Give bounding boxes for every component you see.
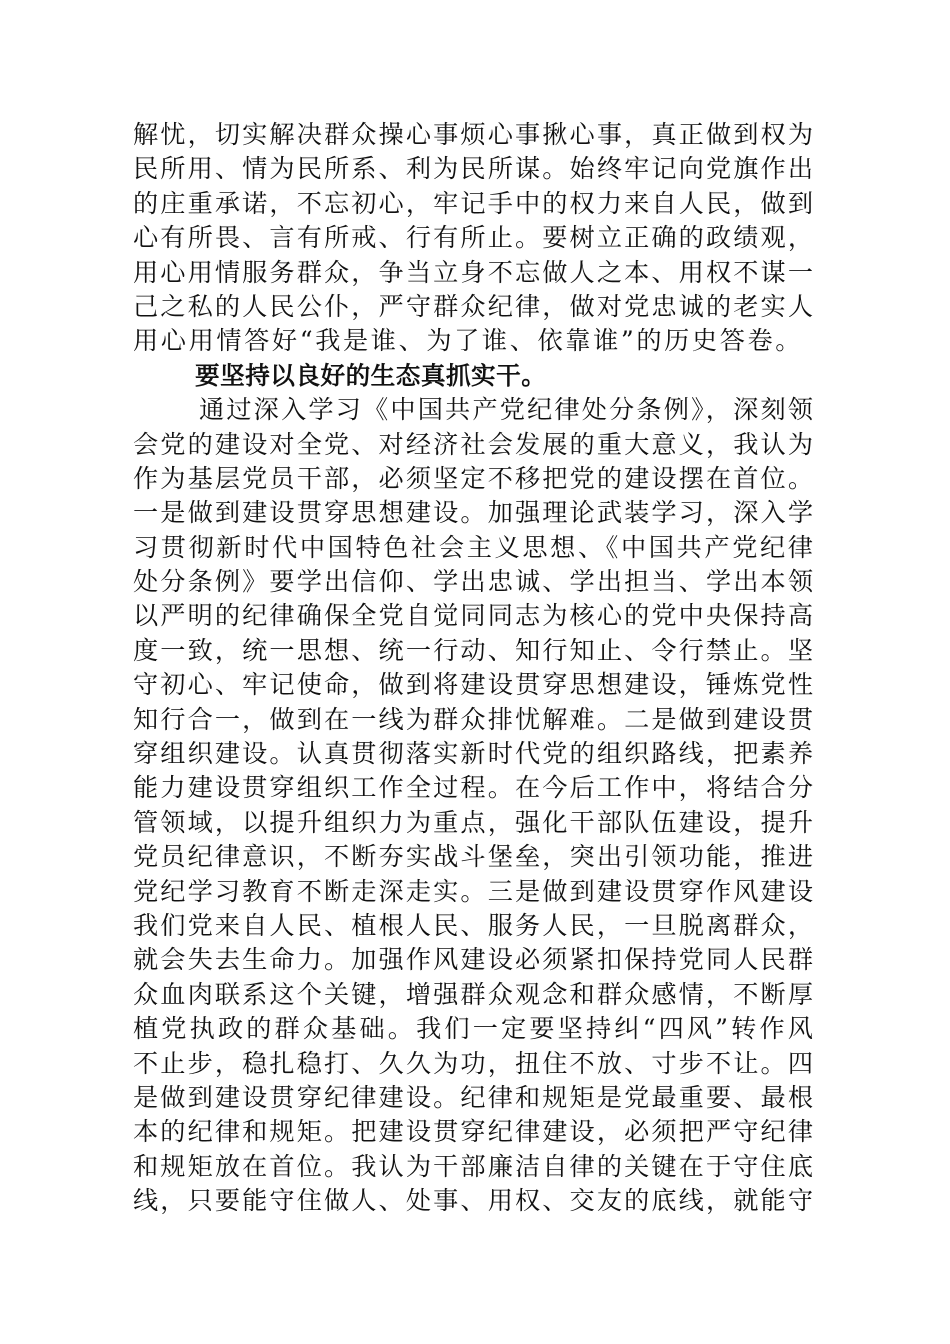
text-line: 管领域，以提升组织力为重点，强化干部队伍建设，提升	[133, 807, 813, 837]
text-line: 守初心、牢记使命，做到将建设贯穿思想建设，锤炼党性	[133, 670, 813, 700]
text-line: 以严明的纪律确保全党自觉同同志为核心的党中央保持高	[133, 601, 813, 631]
text-line: 一是做到建设贯穿思想建设。加强理论武装学习，深入学	[133, 498, 813, 528]
text-line: 用心用情服务群众，争当立身不忘做人之本、用权不谋一	[133, 257, 813, 287]
text-line: 能力建设贯穿组织工作全过程。在今后工作中，将结合分	[133, 773, 813, 803]
text-line: 线，只要能守住做人、处事、用权、交友的底线，就能守	[133, 1186, 813, 1216]
text-line: 心有所畏、言有所戒、行有所止。要树立正确的政绩观，	[133, 223, 813, 253]
text-line: 的庄重承诺，不忘初心，牢记手中的权力来自人民，做到	[133, 188, 813, 218]
text-line: 不止步，稳扎稳打、久久为功，扭住不放、寸步不让。四	[133, 1048, 813, 1078]
body-text	[133, 118, 813, 1219]
text-line: 民所用、情为民所系、利为民所谋。始终牢记向党旗作出	[133, 154, 813, 184]
text-line: 会党的建设对全党、对经济社会发展的重大意义，我认为	[133, 429, 813, 459]
text-line: 我们党来自人民、植根人民、服务人民，一旦脱离群众，	[133, 910, 813, 940]
section-heading: 要坚持以良好的生态真抓实干。	[195, 360, 547, 390]
text-line: 作为基层党员干部，必须坚定不移把党的建设摆在首位。	[133, 463, 813, 493]
text-line: 穿组织建设。认真贯彻落实新时代党的组织路线，把素养	[133, 739, 813, 769]
text-line: 众血肉联系这个关键，增强群众观念和群众感情，不断厚	[133, 979, 813, 1009]
text-line: 党纪学习教育不断走深走实。三是做到建设贯穿作风建设	[133, 876, 813, 906]
text-line: 植党执政的群众基础。我们一定要坚持纠“四风”转作风	[133, 1014, 813, 1044]
text-line: 和规矩放在首位。我认为干部廉洁自律的关键在于守住底	[133, 1151, 813, 1181]
text-line: 习贯彻新时代中国特色社会主义思想、《中国共产党纪律	[133, 532, 813, 562]
text-line: 用心用情答好“我是谁、为了谁、依靠谁”的历史答卷。	[133, 326, 804, 356]
text-line: 就会失去生命力。加强作风建设必须紧扣保持党同人民群	[133, 945, 813, 975]
text-line: 知行合一，做到在一线为群众排忧解难。二是做到建设贯	[133, 704, 813, 734]
text-line: 度一致，统一思想、统一行动、知行知止、令行禁止。坚	[133, 635, 813, 665]
text-line: 通过深入学习《中国共产党纪律处分条例》，深刻领	[199, 395, 813, 425]
text-line: 是做到建设贯穿纪律建设。纪律和规矩是党最重要、最根	[133, 1082, 813, 1112]
text-line: 党员纪律意识，不断夯实战斗堡垒，突出引领功能，推进	[133, 842, 813, 872]
text-line: 己之私的人民公仆，严守群众纪律，做对党忠诚的老实人	[133, 291, 813, 321]
text-line: 处分条例》要学出信仰、学出忠诚、学出担当、学出本领	[133, 567, 813, 597]
text-line: 解忧，切实解决群众操心事烦心事揪心事，真正做到权为	[133, 120, 813, 149]
text-line: 本的纪律和规矩。把建设贯穿纪律建设，必须把严守纪律	[133, 1117, 813, 1147]
